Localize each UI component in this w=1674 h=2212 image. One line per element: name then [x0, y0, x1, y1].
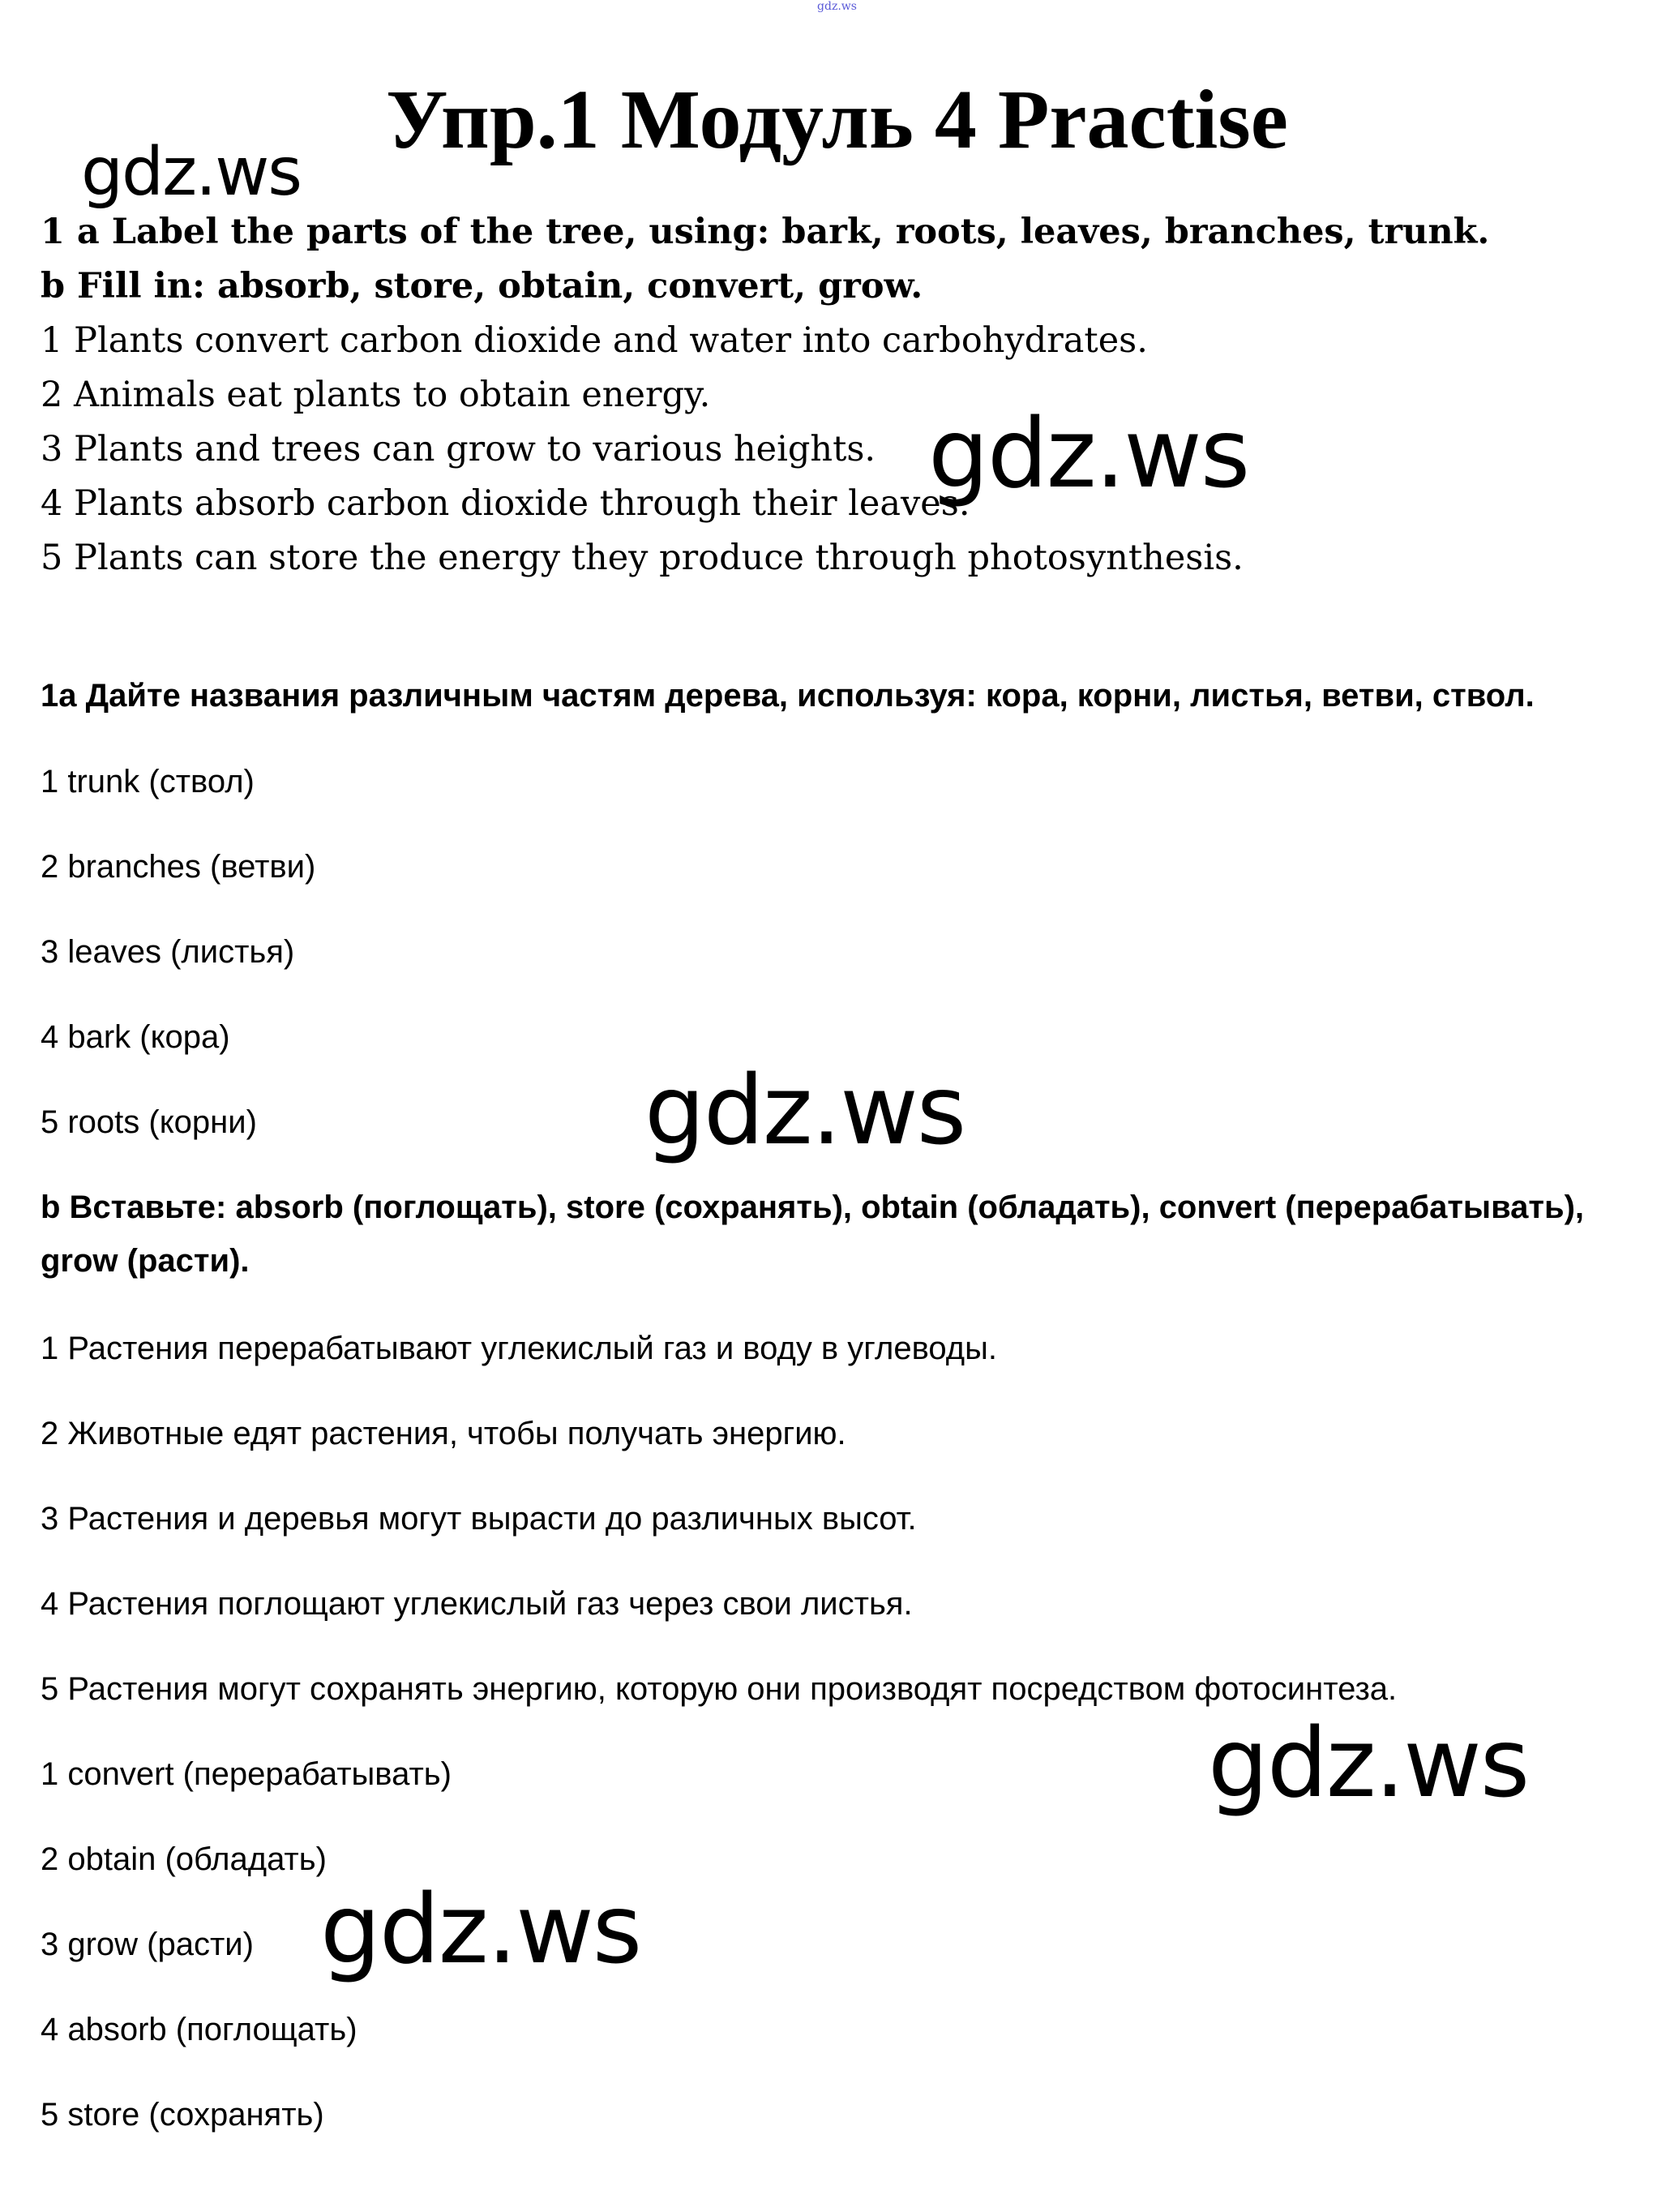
- answer-b: 3 grow (расти): [41, 1927, 254, 1962]
- watermark: gdz.ws: [644, 1054, 965, 1166]
- answer-a: 2 branches (ветви): [41, 849, 316, 885]
- watermark: gdz.ws: [928, 397, 1249, 509]
- english-sentence: 3 Plants and trees can grow to various heights.: [41, 429, 876, 469]
- answer-a: 1 trunk (ствол): [41, 764, 255, 799]
- task-b-english: b Fill in: absorb, store, obtain, convert, grow.: [41, 266, 923, 307]
- english-sentence: 5 Plants can store the energy they produce through photosynthesis.: [41, 538, 1244, 578]
- watermark: gdz.ws: [320, 1873, 641, 1985]
- answer-a: 4 bark (кора): [41, 1019, 230, 1055]
- watermark: gdz.ws: [81, 134, 301, 211]
- russian-sentence: 4 Растения поглощают углекислый газ через свои листья.: [41, 1586, 913, 1622]
- site-mark: gdz.ws: [817, 0, 857, 13]
- answer-b: 1 convert (перерабатывать): [41, 1756, 452, 1792]
- english-sentence: 4 Plants absorb carbon dioxide through their leaves.: [41, 483, 970, 524]
- answer-a: 5 roots (корни): [41, 1104, 257, 1140]
- task-a-english: 1 a Label the parts of the tree, using: bark, roots, leaves, branches, trunk.: [41, 212, 1490, 252]
- answer-a: 3 leaves (листья): [41, 934, 295, 970]
- task-b-russian: b Вставьте: absorb (поглощать), store (сохранять), obtain (обладать), convert (перерабатывать), grow (расти).: [41, 1190, 1585, 1279]
- answer-b: 2 obtain (обладать): [41, 1841, 327, 1877]
- page-title: Упр.1 Модуль 4 Practise: [386, 73, 1288, 166]
- russian-sentence: 2 Животные едят растения, чтобы получать энергию.: [41, 1416, 846, 1451]
- answer-b: 4 absorb (поглощать): [41, 2012, 357, 2047]
- answer-b: 5 store (сохранять): [41, 2097, 324, 2133]
- watermark: gdz.ws: [1208, 1707, 1529, 1819]
- task-a-russian: 1a Дайте названия различным частям дерева, используя: кора, корни, листья, ветви, ствол.: [41, 678, 1535, 714]
- english-sentence: 1 Plants convert carbon dioxide and water into carbohydrates.: [41, 320, 1148, 361]
- russian-sentence: 5 Растения могут сохранять энергию, которую они производят посредством фотосинтеза.: [41, 1671, 1398, 1707]
- russian-sentence: 3 Растения и деревья могут вырасти до различных высот.: [41, 1501, 917, 1537]
- english-sentence: 2 Animals eat plants to obtain energy.: [41, 375, 711, 415]
- russian-sentence: 1 Растения перерабатывают углекислый газ и воду в углеводы.: [41, 1331, 997, 1366]
